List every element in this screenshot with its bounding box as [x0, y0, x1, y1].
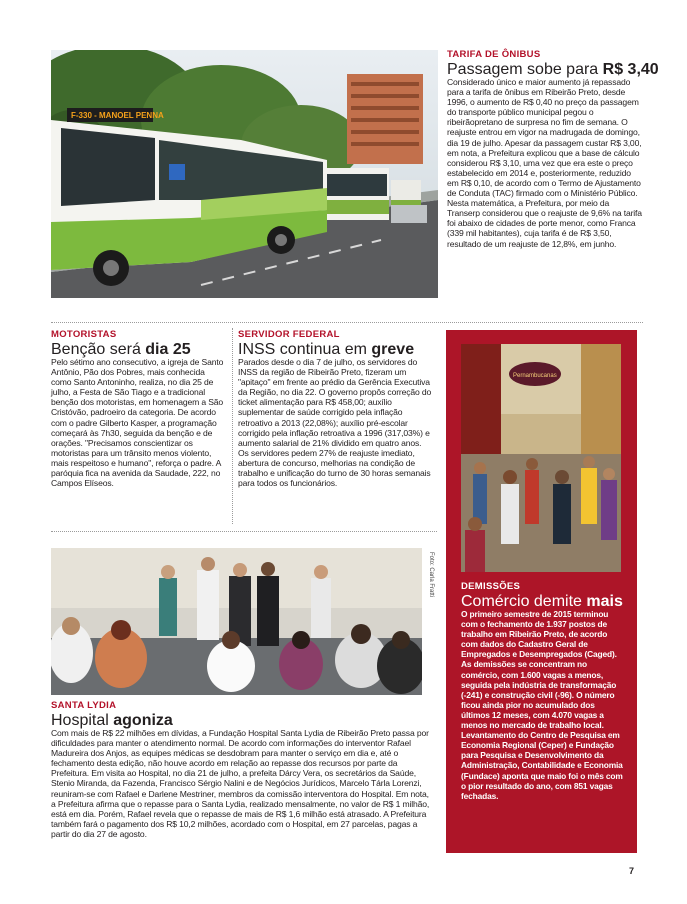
hospital-photo-illustration	[51, 548, 422, 695]
bus-photo-illustration	[51, 50, 438, 298]
hospital-photo	[51, 548, 422, 695]
divider-middle	[51, 531, 437, 532]
servidor-headline	[238, 341, 414, 358]
store-sign: Pernambucanas	[513, 373, 557, 379]
demissoes-headline-emphasis: mais	[586, 593, 623, 610]
santa-lydia-headline	[51, 712, 173, 729]
demissoes-headline-text: Comércio demite	[461, 593, 587, 610]
bus-headline-text: Passagem sobe para	[447, 61, 603, 78]
santa-lydia-headline-emphasis: agoniza	[113, 712, 173, 729]
bus-headline-emphasis: R$ 3,40	[602, 61, 659, 78]
motoristas-kicker: MOTORISTAS	[51, 329, 117, 340]
hospital-photo-credit: Foto: Carla Fratti	[428, 552, 434, 598]
bus-body: Considerado único e maior aumento já repassado para a tarifa de ônibus em Ribeirão Preto, desde 1996, o aumento de R$ 0,40 no preço da passagem do transporte público municipal pegou o ribeirãopretano de surpresa no fim de semana. O reajuste entrou em vigor na madrugada de domingo, dia 19 de julho. Apesar da passagem custar R$ 3,00, em nota, a Prefeitura explicou que a base de cálculo considerou R$ 3,10, uma vez que era este o preço estabelecido em 2014 e, posteriormente, reduzido em R$ 0,10, de acordo com o Termo de Ajustamento de Conduta (TAC) firmado com o Ministério Público. Nesta matemática, a Prefeitura, por meio da Transerp considerou que o reajuste de 9,6% na tarifa foi abaixo de cidades de porte menor, como Franca (339 mil habitantes), cuja tarifa é de R$ 3,50, resultado de um reajuste de 12,8%, em junho.	[447, 77, 642, 249]
street-photo	[461, 344, 621, 572]
divider-col	[232, 328, 233, 524]
bus-destination-sign: F-330 - MANOEL PENNA	[71, 111, 164, 120]
page-number: 7	[629, 866, 635, 876]
motoristas-headline-emphasis: dia 25	[145, 341, 191, 358]
demissoes-kicker: DEMISSÕES	[461, 581, 521, 592]
demissoes-headline	[461, 593, 623, 610]
motoristas-headline-text: Benção será	[51, 341, 146, 358]
bus-headline	[447, 61, 659, 78]
bus-kicker: TARIFA DE ÔNIBUS	[447, 49, 541, 60]
santa-lydia-body: Com mais de R$ 22 milhões em dívidas, a Fundação Hospital Santa Lydia de Ribeirão Preto passa por dificuldades para manter o atendimento normal. De acordo com informações do interventor Rafael Madureira dos Anjos, as equipes médicas se desdobram para manter o serviço em dia e, até o fechamento desta edição, não houve acordo em relação ao repasse dos recursos por parte da Prefeitura. Em visita ao Hospital, no dia 21 de julho, a prefeita Dárcy Vera, os secretários da Saúde, Stenio Miranda, da Fazenda, Francisco Sérgio Nalini e de Negócios Jurídicos, Marcelo Tárla Lorenzi, reuniram-se com Rafael e Darlene Mestriner, membros da comissão interventora do Hospital. Em nota, a Prefeitura afirma que o repasse para o Santa Lydia, realizado mensalmente, no valor de R$ 1 milhão, está em dia. Porém, Rafael revela que o repasse de mais de R$ 1,6 milhão está atrasado. A Prefeitura também fará o pagamento dos R$ 10,2 milhões, acordado com o Hospital, em 27 parcelas, pagas a partir do dia 27 de agosto.	[51, 728, 430, 839]
santa-lydia-headline-text: Hospital	[51, 712, 114, 729]
motoristas-body: Pelo sétimo ano consecutivo, a igreja de Santo Antônio, Pão dos Pobres, mais conhecida como Santo Antoninho, realiza, no dia 25 de julho, a Festa de São Tiago e a tradicional benção dos motoristas, em homenagem a São Cristóvão, padroeiro da categoria. De acordo com o padre Gilberto Kasper, a programação começará às 7h30, seguida da benção e de orações. "Precisamos conscientizar os motoristas para um trânsito menos violento, mais respeitoso e humano", reforça o padre. A paróquia fica na avenida da Saudade, 222, no Campos Elíseos.	[51, 357, 224, 489]
servidor-headline-text: INSS continua em	[238, 341, 372, 358]
motoristas-headline	[51, 341, 191, 358]
street-photo-illustration	[461, 344, 621, 572]
servidor-headline-emphasis: greve	[371, 341, 415, 358]
bus-photo	[51, 50, 438, 298]
santa-lydia-kicker: SANTA LYDIA	[51, 700, 117, 711]
demissoes-body: O primeiro semestre de 2015 terminou com o fechamento de 1.937 postos de trabalho em Ribeirão Preto, de acordo com dados do Cadastro Geral de Empregados e Desempregados (Caged). As demissões se concentram no comércio, com 1.600 vagas a menos, seguida pela indústria de transformação (-241) e construção civil (-96). O número ficou ainda pior no acumulado dos últimos 12 meses, com 4.070 vagas a menos no mercado de trabalho local. Levantamento do Centro de Pesquisa em Economia Regional (Ceper) e Fundação para Pesquisa e Desenvolvimento da Administração, Contabilidade e Economia (Fundace) aponta que maio foi o mês com o pior resultado do ano, com 851 vagas fechadas.	[461, 609, 623, 801]
servidor-kicker: SERVIDOR FEDERAL	[238, 329, 340, 340]
divider-top	[51, 322, 643, 323]
servidor-body: Parados desde o dia 7 de julho, os servidores do INSS da região de Ribeirão Preto, fizeram um "apitaço" em frente ao prédio da Gerência Executiva da Região, no dia 22. O governo propôs correção do ticket alimentação para R$ 458,00; auxílio suplementar de saúde corrigido pela inflação retroativo a 2013 (22,08%); auxílio pré-escolar corrigido pela inflação retroativa a 1996 (317,03%) e aumento salarial de 21% dividido em quatro anos. Os servidores pedem 27% de reajuste imediato, abertura de concurso, melhorias na condição de trabalho e unificação do turno de 30 horas semanais para todos os funcionários.	[238, 357, 432, 489]
